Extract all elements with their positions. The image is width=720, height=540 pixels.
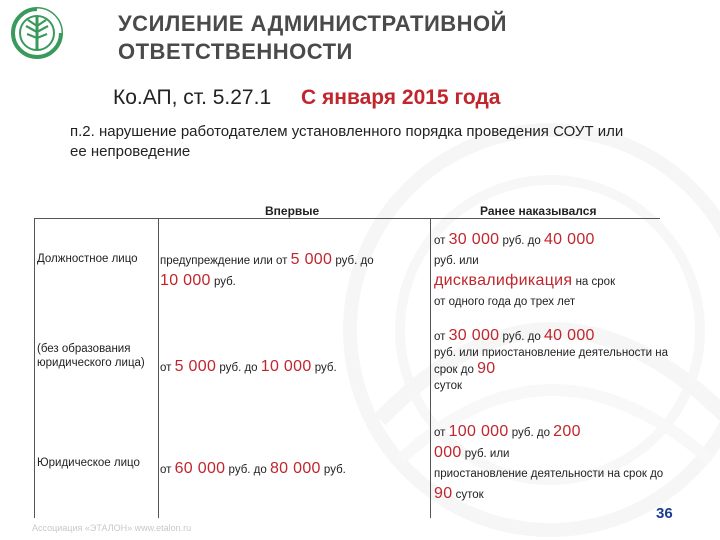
page-title: УСИЛЕНИЕ АДМИНИСТРАТИВНОЙ ОТВЕТСТВЕННОСТИ: [118, 11, 507, 64]
row-official-repeat: от 30 000 руб. до 40 000 руб. или дисквалификация на срок от одного года до трех лет: [434, 231, 616, 308]
row-legal-entity-repeat: от 100 000 руб. до 200 000 руб. или приостановление деятельности на срок до 90 суток: [434, 423, 664, 502]
footer-source: Ассоциация «ЭТАЛОН» www.etalon.ru: [32, 523, 192, 533]
koap-reference: Ко.АП, ст. 5.27.1: [113, 86, 272, 109]
row-entrepreneur-first: от 5 000 руб. до 10 000 руб.: [160, 358, 337, 375]
table-top-border: [34, 218, 660, 219]
table-divider-1: [158, 218, 159, 518]
column-header-first: Впервые: [265, 204, 320, 218]
column-header-repeat: Ранее наказывался: [480, 204, 597, 218]
logo-icon: [10, 6, 64, 60]
violation-description: п.2. нарушение работодателем установленного порядка проведения СОУТ или ее непроведение: [70, 123, 624, 160]
table-divider-2: [430, 218, 431, 518]
row-entrepreneur-repeat: от 30 000 руб. до 40 000 руб. или приостановление деятельности на срок до 90 суток: [434, 327, 668, 392]
table-left-border: [34, 218, 35, 518]
row-label-legal-entity: Юридическое лицо: [37, 457, 140, 469]
row-label-official: Должностное лицо: [37, 253, 138, 265]
row-legal-entity-first: от 60 000 руб. до 80 000 руб.: [160, 460, 346, 477]
row-label-entrepreneur: (без образования юридического лица): [37, 343, 145, 369]
row-official-first: предупреждение или от 5 000 руб. до 10 000 руб.: [160, 251, 374, 289]
effective-date: С января 2015 года: [301, 86, 501, 109]
page-number: 36: [656, 505, 673, 522]
